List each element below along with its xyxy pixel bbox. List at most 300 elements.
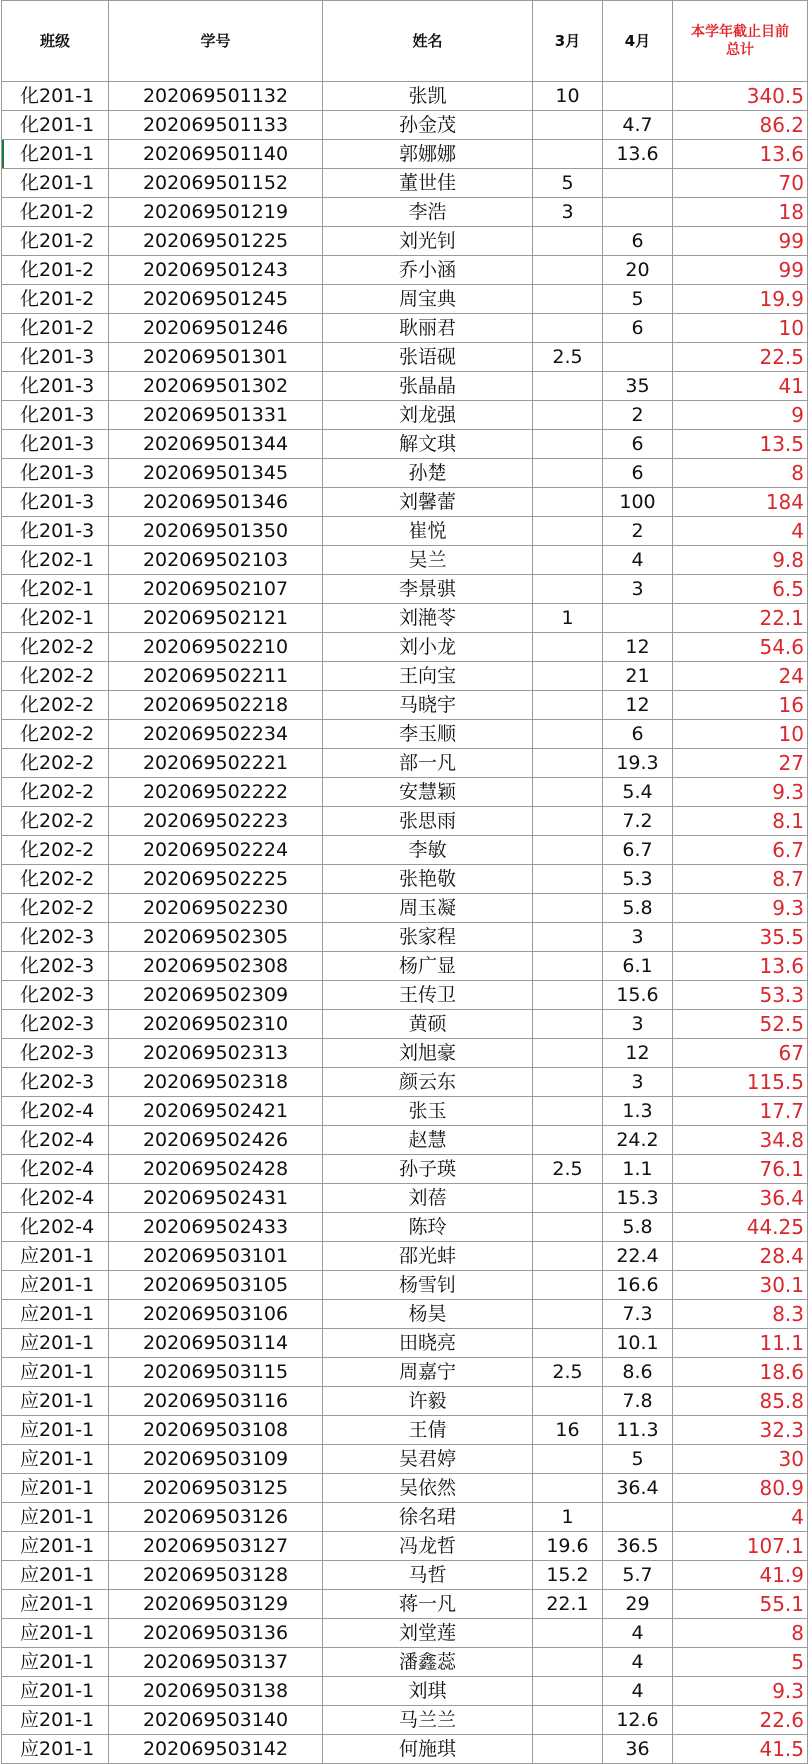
cell-april[interactable]: 12 [603,1039,673,1068]
table-row[interactable] [2,1271,808,1300]
cell-student-id[interactable]: 202069503105 [109,1271,323,1300]
cell-april[interactable]: 36 [603,1735,673,1764]
cell-student-id[interactable]: 202069502224 [109,836,323,865]
cell-name[interactable]: 董世佳 [323,169,533,198]
table-row[interactable] [2,343,808,372]
cell-march[interactable] [533,807,603,836]
cell-total[interactable]: 8 [673,1619,808,1648]
cell-student-id[interactable]: 202069501243 [109,256,323,285]
cell-class[interactable]: 应201-1 [2,1677,109,1706]
cell-name[interactable]: 吴君婷 [323,1445,533,1474]
cell-class[interactable]: 化202-2 [2,691,109,720]
cell-april[interactable]: 29 [603,1590,673,1619]
table-row[interactable] [2,952,808,981]
cell-class[interactable]: 应201-1 [2,1648,109,1677]
table-row[interactable] [2,1213,808,1242]
cell-total[interactable]: 13.6 [673,140,808,169]
cell-april[interactable] [603,198,673,227]
cell-total[interactable]: 107.1 [673,1532,808,1561]
table-row[interactable] [2,372,808,401]
cell-march[interactable] [533,1242,603,1271]
cell-march[interactable] [533,401,603,430]
cell-total[interactable]: 55.1 [673,1590,808,1619]
cell-student-id[interactable]: 202069503101 [109,1242,323,1271]
cell-april[interactable] [603,1503,673,1532]
cell-total[interactable]: 34.8 [673,1126,808,1155]
cell-student-id[interactable]: 202069501246 [109,314,323,343]
cell-total[interactable]: 28.4 [673,1242,808,1271]
cell-name[interactable]: 冯龙哲 [323,1532,533,1561]
cell-student-id[interactable]: 202069503106 [109,1300,323,1329]
cell-april[interactable]: 15.3 [603,1184,673,1213]
cell-april[interactable]: 15.6 [603,981,673,1010]
cell-name[interactable]: 刘堂莲 [323,1619,533,1648]
cell-march[interactable]: 2.5 [533,1155,603,1184]
cell-total[interactable]: 76.1 [673,1155,808,1184]
cell-march[interactable]: 2.5 [533,343,603,372]
cell-class[interactable]: 化201-3 [2,343,109,372]
cell-march[interactable] [533,1387,603,1416]
cell-march[interactable] [533,546,603,575]
cell-name[interactable]: 刘龙强 [323,401,533,430]
cell-march[interactable] [533,1648,603,1677]
cell-class[interactable]: 化202-2 [2,894,109,923]
cell-student-id[interactable]: 202069501345 [109,459,323,488]
table-row[interactable] [2,1445,808,1474]
cell-student-id[interactable]: 202069502305 [109,923,323,952]
cell-march[interactable]: 1 [533,1503,603,1532]
table-row[interactable] [2,720,808,749]
cell-april[interactable]: 5.8 [603,1213,673,1242]
cell-march[interactable] [533,633,603,662]
cell-name[interactable]: 黄硕 [323,1010,533,1039]
cell-march[interactable] [533,1097,603,1126]
table-row[interactable] [2,1503,808,1532]
cell-name[interactable]: 李敏 [323,836,533,865]
cell-student-id[interactable]: 202069501331 [109,401,323,430]
cell-march[interactable] [533,1706,603,1735]
cell-march[interactable] [533,575,603,604]
table-row[interactable] [2,430,808,459]
cell-april[interactable]: 24.2 [603,1126,673,1155]
cell-march[interactable] [533,314,603,343]
table-row[interactable] [2,836,808,865]
cell-march[interactable] [533,517,603,546]
cell-april[interactable]: 5.7 [603,1561,673,1590]
cell-class[interactable]: 化202-2 [2,662,109,691]
cell-name[interactable]: 郭娜娜 [323,140,533,169]
cell-april[interactable]: 2 [603,401,673,430]
cell-april[interactable]: 1.3 [603,1097,673,1126]
cell-student-id[interactable]: 202069502210 [109,633,323,662]
cell-name[interactable]: 吴兰 [323,546,533,575]
cell-student-id[interactable]: 202069503116 [109,1387,323,1416]
cell-march[interactable] [533,459,603,488]
cell-april[interactable]: 6 [603,459,673,488]
cell-class[interactable]: 应201-1 [2,1561,109,1590]
cell-name[interactable]: 部一凡 [323,749,533,778]
cell-class[interactable]: 化201-1 [2,111,109,140]
cell-april[interactable]: 19.3 [603,749,673,778]
cell-class[interactable]: 化202-2 [2,720,109,749]
cell-april[interactable]: 3 [603,1010,673,1039]
cell-student-id[interactable]: 202069502313 [109,1039,323,1068]
table-row[interactable] [2,894,808,923]
cell-march[interactable] [533,778,603,807]
cell-class[interactable]: 化202-2 [2,778,109,807]
cell-total[interactable]: 36.4 [673,1184,808,1213]
cell-march[interactable]: 22.1 [533,1590,603,1619]
cell-name[interactable]: 孙楚 [323,459,533,488]
cell-total[interactable]: 52.5 [673,1010,808,1039]
cell-march[interactable]: 2.5 [533,1358,603,1387]
cell-april[interactable]: 2 [603,517,673,546]
cell-name[interactable]: 何施琪 [323,1735,533,1764]
cell-class[interactable]: 化202-2 [2,807,109,836]
cell-class[interactable]: 化201-2 [2,314,109,343]
cell-class[interactable]: 化202-4 [2,1213,109,1242]
cell-class[interactable]: 化202-4 [2,1184,109,1213]
cell-march[interactable] [533,227,603,256]
cell-april[interactable]: 7.2 [603,807,673,836]
cell-name[interactable]: 李景骐 [323,575,533,604]
cell-total[interactable]: 41.5 [673,1735,808,1764]
cell-name[interactable]: 乔小涵 [323,256,533,285]
table-row[interactable] [2,546,808,575]
cell-march[interactable] [533,1039,603,1068]
cell-total[interactable]: 22.6 [673,1706,808,1735]
cell-april[interactable]: 16.6 [603,1271,673,1300]
cell-total[interactable]: 32.3 [673,1416,808,1445]
cell-name[interactable]: 张家程 [323,923,533,952]
cell-class[interactable]: 化202-3 [2,1010,109,1039]
table-row[interactable] [2,285,808,314]
cell-total[interactable]: 24 [673,662,808,691]
cell-class[interactable]: 应201-1 [2,1329,109,1358]
cell-name[interactable]: 马哲 [323,1561,533,1590]
cell-class[interactable]: 化202-2 [2,749,109,778]
cell-total[interactable]: 6.5 [673,575,808,604]
cell-student-id[interactable]: 202069503129 [109,1590,323,1619]
cell-student-id[interactable]: 202069503126 [109,1503,323,1532]
cell-total[interactable]: 53.3 [673,981,808,1010]
table-row[interactable] [2,1532,808,1561]
cell-student-id[interactable]: 202069503127 [109,1532,323,1561]
table-row[interactable] [2,662,808,691]
cell-march[interactable] [533,256,603,285]
cell-class[interactable]: 应201-1 [2,1706,109,1735]
cell-march[interactable] [533,430,603,459]
cell-march[interactable] [533,865,603,894]
table-row[interactable] [2,111,808,140]
cell-class[interactable]: 应201-1 [2,1619,109,1648]
cell-april[interactable]: 12 [603,633,673,662]
cell-april[interactable]: 5.4 [603,778,673,807]
cell-april[interactable]: 13.6 [603,140,673,169]
cell-march[interactable] [533,1271,603,1300]
cell-class[interactable]: 化202-2 [2,865,109,894]
cell-name[interactable]: 王倩 [323,1416,533,1445]
table-row[interactable] [2,1329,808,1358]
cell-march[interactable] [533,1068,603,1097]
cell-student-id[interactable]: 202069501132 [109,82,323,111]
cell-class[interactable]: 化202-3 [2,1068,109,1097]
cell-march[interactable] [533,894,603,923]
cell-total[interactable]: 5 [673,1648,808,1677]
cell-class[interactable]: 化202-3 [2,981,109,1010]
table-row[interactable] [2,1735,808,1764]
table-row[interactable] [2,778,808,807]
cell-april[interactable]: 12.6 [603,1706,673,1735]
cell-march[interactable] [533,952,603,981]
cell-class[interactable]: 应201-1 [2,1735,109,1764]
cell-april[interactable]: 5 [603,1445,673,1474]
cell-student-id[interactable]: 202069501225 [109,227,323,256]
cell-april[interactable]: 4 [603,1648,673,1677]
cell-march[interactable] [533,691,603,720]
table-row[interactable] [2,1358,808,1387]
table-row[interactable] [2,981,808,1010]
cell-class[interactable]: 化201-1 [2,82,109,111]
cell-total[interactable]: 35.5 [673,923,808,952]
cell-april[interactable]: 5.8 [603,894,673,923]
cell-march[interactable] [533,662,603,691]
cell-class[interactable]: 化202-4 [2,1155,109,1184]
cell-student-id[interactable]: 202069501133 [109,111,323,140]
table-row[interactable] [2,807,808,836]
cell-name[interactable]: 周玉凝 [323,894,533,923]
cell-class[interactable]: 化202-3 [2,923,109,952]
cell-class[interactable]: 化201-3 [2,372,109,401]
cell-name[interactable]: 杨昊 [323,1300,533,1329]
cell-student-id[interactable]: 202069502211 [109,662,323,691]
cell-total[interactable]: 22.5 [673,343,808,372]
cell-total[interactable]: 80.9 [673,1474,808,1503]
cell-march[interactable] [533,1126,603,1155]
cell-total[interactable]: 11.1 [673,1329,808,1358]
cell-student-id[interactable]: 202069502428 [109,1155,323,1184]
table-row[interactable] [2,1619,808,1648]
table-row[interactable] [2,575,808,604]
cell-name[interactable]: 杨雪钊 [323,1271,533,1300]
cell-name[interactable]: 李浩 [323,198,533,227]
cell-student-id[interactable]: 202069503114 [109,1329,323,1358]
table-row[interactable] [2,488,808,517]
cell-march[interactable] [533,1735,603,1764]
cell-march[interactable] [533,1184,603,1213]
cell-april[interactable]: 20 [603,256,673,285]
cell-name[interactable]: 张玉 [323,1097,533,1126]
cell-name[interactable]: 周宝典 [323,285,533,314]
cell-class[interactable]: 化202-2 [2,836,109,865]
cell-april[interactable]: 11.3 [603,1416,673,1445]
cell-name[interactable]: 赵慧 [323,1126,533,1155]
cell-class[interactable]: 化201-3 [2,517,109,546]
cell-class[interactable]: 化201-3 [2,401,109,430]
cell-class[interactable]: 化201-1 [2,140,109,169]
cell-class[interactable]: 应201-1 [2,1242,109,1271]
table-row[interactable] [2,1068,808,1097]
cell-april[interactable]: 6.1 [603,952,673,981]
table-row[interactable] [2,749,808,778]
cell-class[interactable]: 化202-1 [2,546,109,575]
table-row[interactable] [2,82,808,111]
cell-total[interactable]: 30.1 [673,1271,808,1300]
cell-student-id[interactable]: 202069502431 [109,1184,323,1213]
cell-name[interactable]: 刘小龙 [323,633,533,662]
cell-student-id[interactable]: 202069502309 [109,981,323,1010]
cell-name[interactable]: 颜云东 [323,1068,533,1097]
cell-march[interactable] [533,923,603,952]
table-row[interactable] [2,604,808,633]
cell-total[interactable]: 41.9 [673,1561,808,1590]
cell-april[interactable]: 35 [603,372,673,401]
cell-class[interactable]: 化202-4 [2,1126,109,1155]
cell-march[interactable] [533,1010,603,1039]
cell-april[interactable]: 22.4 [603,1242,673,1271]
cell-name[interactable]: 孙子瑛 [323,1155,533,1184]
cell-name[interactable]: 马晓宇 [323,691,533,720]
cell-class[interactable]: 应201-1 [2,1300,109,1329]
cell-name[interactable]: 解文琪 [323,430,533,459]
cell-april[interactable]: 6.7 [603,836,673,865]
cell-march[interactable] [533,1474,603,1503]
cell-april[interactable]: 100 [603,488,673,517]
cell-april[interactable]: 3 [603,575,673,604]
cell-total[interactable]: 9.3 [673,894,808,923]
cell-student-id[interactable]: 202069503108 [109,1416,323,1445]
cell-name[interactable]: 吴依然 [323,1474,533,1503]
cell-name[interactable]: 崔悦 [323,517,533,546]
cell-class[interactable]: 应201-1 [2,1387,109,1416]
cell-april[interactable]: 5.3 [603,865,673,894]
cell-class[interactable]: 化202-4 [2,1097,109,1126]
table-row[interactable] [2,198,808,227]
cell-name[interactable]: 刘旭豪 [323,1039,533,1068]
cell-class[interactable]: 化201-2 [2,285,109,314]
cell-total[interactable]: 10 [673,314,808,343]
cell-total[interactable]: 8.3 [673,1300,808,1329]
cell-march[interactable]: 3 [533,198,603,227]
cell-student-id[interactable]: 202069502222 [109,778,323,807]
cell-student-id[interactable]: 202069502223 [109,807,323,836]
cell-student-id[interactable]: 202069502308 [109,952,323,981]
cell-total[interactable]: 67 [673,1039,808,1068]
cell-march[interactable] [533,488,603,517]
cell-total[interactable]: 70 [673,169,808,198]
table-row[interactable] [2,1648,808,1677]
cell-name[interactable]: 王向宝 [323,662,533,691]
cell-march[interactable]: 5 [533,169,603,198]
cell-class[interactable]: 化201-3 [2,488,109,517]
cell-april[interactable]: 3 [603,1068,673,1097]
cell-class[interactable]: 化202-3 [2,1039,109,1068]
table-row[interactable] [2,1677,808,1706]
cell-march[interactable] [533,1300,603,1329]
table-row[interactable] [2,256,808,285]
cell-student-id[interactable]: 202069502310 [109,1010,323,1039]
cell-march[interactable] [533,140,603,169]
table-row[interactable] [2,633,808,662]
cell-name[interactable]: 刘琪 [323,1677,533,1706]
cell-name[interactable]: 刘馨蕾 [323,488,533,517]
cell-total[interactable]: 19.9 [673,285,808,314]
cell-class[interactable]: 化202-1 [2,575,109,604]
table-row[interactable] [2,1010,808,1039]
cell-student-id[interactable]: 202069502121 [109,604,323,633]
cell-march[interactable]: 16 [533,1416,603,1445]
cell-student-id[interactable]: 202069503128 [109,1561,323,1590]
table-row[interactable] [2,865,808,894]
cell-class[interactable]: 应201-1 [2,1358,109,1387]
cell-name[interactable]: 陈玲 [323,1213,533,1242]
cell-total[interactable]: 17.7 [673,1097,808,1126]
cell-name[interactable]: 李玉顺 [323,720,533,749]
cell-student-id[interactable]: 202069503137 [109,1648,323,1677]
cell-total[interactable]: 9.3 [673,1677,808,1706]
table-row[interactable] [2,1242,808,1271]
cell-student-id[interactable]: 202069502426 [109,1126,323,1155]
cell-name[interactable]: 安慧颖 [323,778,533,807]
cell-april[interactable]: 12 [603,691,673,720]
cell-april[interactable]: 4 [603,1677,673,1706]
cell-total[interactable]: 8 [673,459,808,488]
cell-total[interactable]: 41 [673,372,808,401]
cell-student-id[interactable]: 202069503138 [109,1677,323,1706]
cell-march[interactable] [533,981,603,1010]
cell-class[interactable]: 化201-2 [2,227,109,256]
table-row[interactable] [2,140,808,169]
cell-total[interactable]: 86.2 [673,111,808,140]
cell-student-id[interactable]: 202069502218 [109,691,323,720]
table-row[interactable] [2,1039,808,1068]
cell-april[interactable]: 6 [603,314,673,343]
cell-student-id[interactable]: 202069502107 [109,575,323,604]
table-row[interactable] [2,1416,808,1445]
table-row[interactable] [2,1590,808,1619]
table-row[interactable] [2,314,808,343]
cell-total[interactable]: 8.1 [673,807,808,836]
cell-total[interactable]: 115.5 [673,1068,808,1097]
cell-march[interactable]: 15.2 [533,1561,603,1590]
cell-march[interactable]: 19.6 [533,1532,603,1561]
cell-name[interactable]: 张思雨 [323,807,533,836]
cell-class[interactable]: 应201-1 [2,1416,109,1445]
cell-student-id[interactable]: 202069501245 [109,285,323,314]
cell-student-id[interactable]: 202069503125 [109,1474,323,1503]
cell-class[interactable]: 化202-2 [2,633,109,662]
cell-student-id[interactable]: 202069503136 [109,1619,323,1648]
cell-student-id[interactable]: 202069501152 [109,169,323,198]
cell-name[interactable]: 刘滟苓 [323,604,533,633]
cell-student-id[interactable]: 202069501302 [109,372,323,401]
cell-total[interactable]: 99 [673,227,808,256]
cell-total[interactable]: 184 [673,488,808,517]
cell-total[interactable]: 9.3 [673,778,808,807]
cell-march[interactable] [533,285,603,314]
cell-class[interactable]: 化201-1 [2,169,109,198]
table-row[interactable] [2,1184,808,1213]
cell-total[interactable]: 18 [673,198,808,227]
table-row[interactable] [2,1155,808,1184]
cell-april[interactable]: 10.1 [603,1329,673,1358]
cell-total[interactable]: 9 [673,401,808,430]
cell-student-id[interactable]: 202069503142 [109,1735,323,1764]
cell-march[interactable]: 10 [533,82,603,111]
cell-student-id[interactable]: 202069501140 [109,140,323,169]
cell-name[interactable]: 张语砚 [323,343,533,372]
cell-total[interactable]: 6.7 [673,836,808,865]
